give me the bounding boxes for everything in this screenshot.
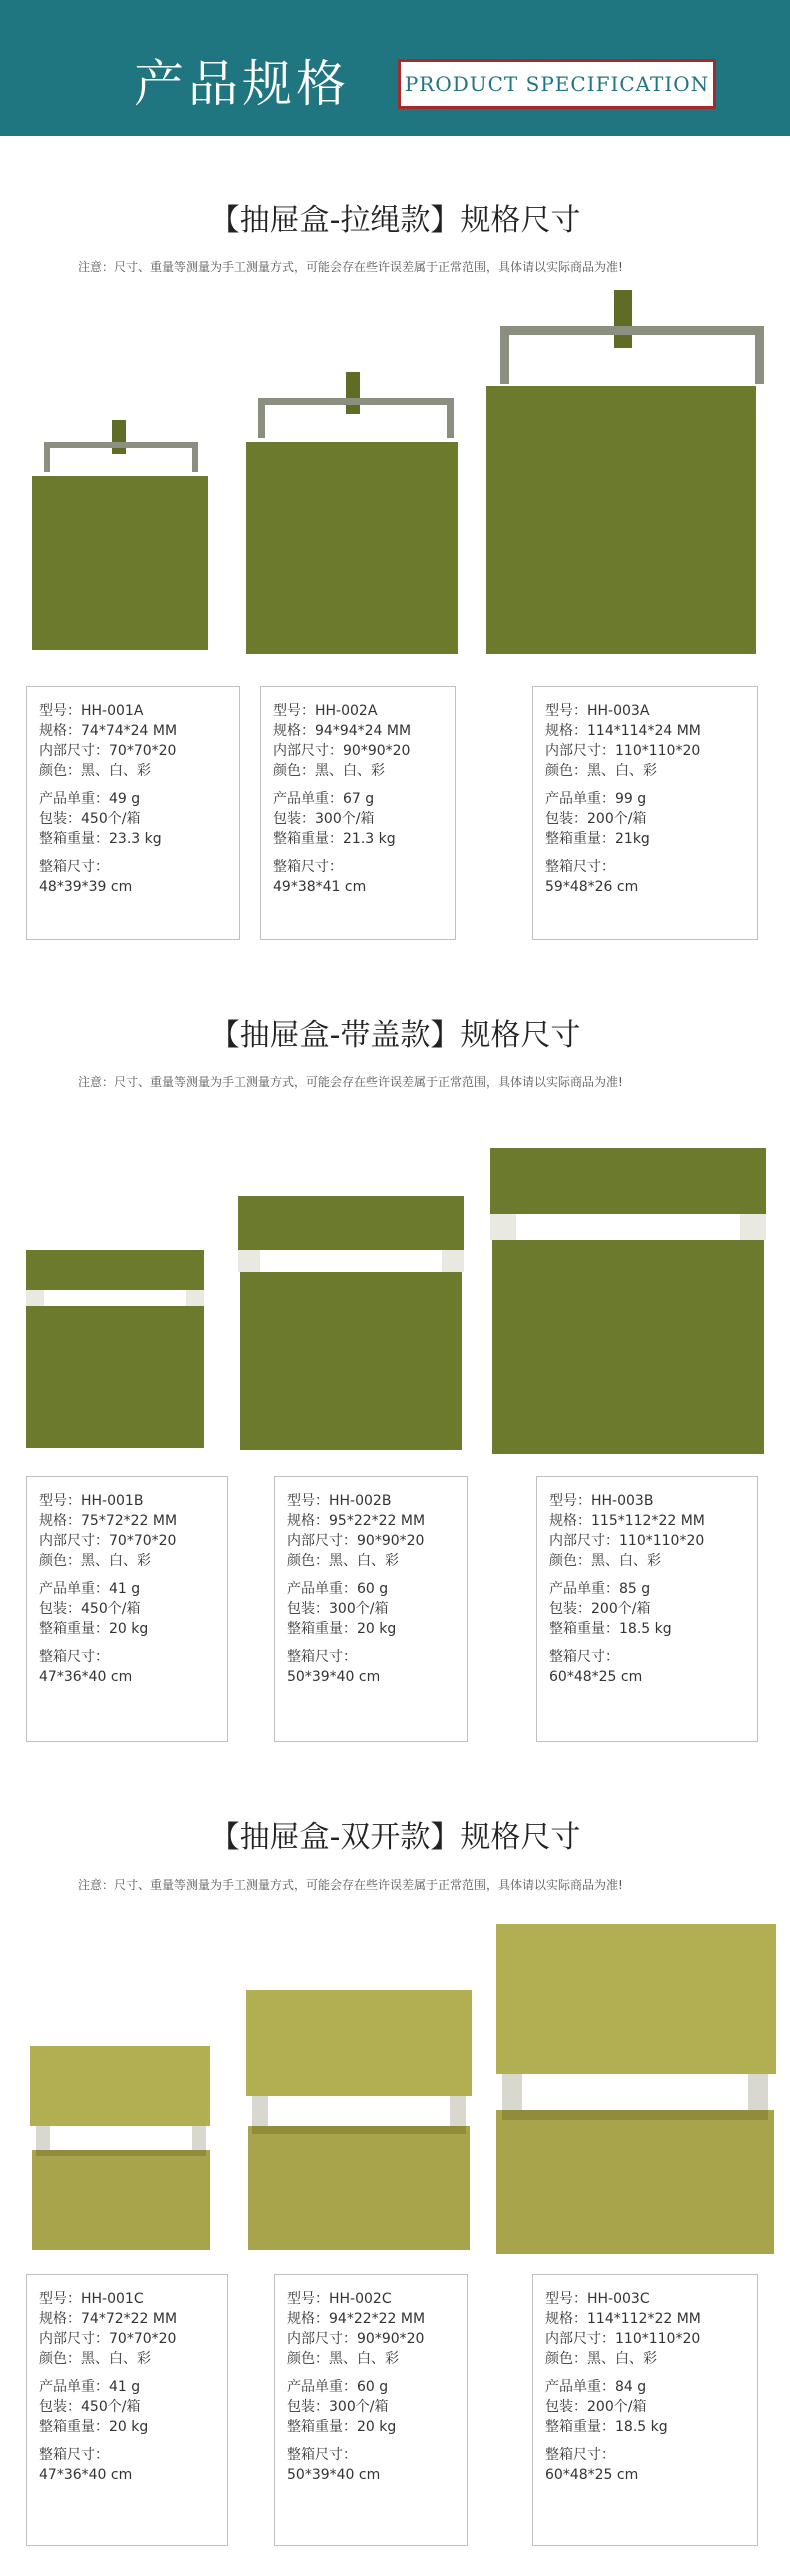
spec-carton: 59*48*26 cm <box>545 879 639 895</box>
spec-weight: 产品单重：49 g <box>39 791 141 807</box>
spec-box-weight: 整箱重量：23.3 kg <box>39 831 162 847</box>
spec-size: 规格：94*94*24 MM <box>273 723 412 739</box>
section-note: 注意：尺寸、重量等测量为手工测量方式，可能会存在些许误差属于正常范围，具体请以实际商品为准! <box>78 260 623 274</box>
spec-color: 颜色：黑、白、彩 <box>287 1553 399 1569</box>
section-title-pull-rope: 【抽屉盒-拉绳款】规格尺寸 <box>209 203 581 238</box>
section-note: 注意：尺寸、重量等测量为手工测量方式，可能会存在些许误差属于正常范围，具体请以实际商品为准! <box>78 1878 623 1892</box>
spec-color: 颜色：黑、白、彩 <box>549 1553 661 1569</box>
spec-carton: 50*39*40 cm <box>287 1669 381 1685</box>
spec-carton-label: 整箱尺寸： <box>273 859 343 875</box>
spec-color: 颜色：黑、白、彩 <box>545 2351 657 2367</box>
spec-weight: 产品单重：60 g <box>287 2379 389 2395</box>
spec-weight: 产品单重：85 g <box>549 1581 651 1597</box>
spec-model: 型号：HH-003A <box>545 703 650 719</box>
section-note: 注意：尺寸、重量等测量为手工测量方式，可能会存在些许误差属于正常范围，具体请以实际商品为准! <box>78 1075 623 1089</box>
spec-box-weight: 整箱重量：20 kg <box>39 2419 149 2435</box>
spec-color: 颜色：黑、白、彩 <box>545 763 657 779</box>
spec-weight: 产品单重：41 g <box>39 1581 141 1597</box>
spec-size: 规格：95*22*22 MM <box>287 1513 426 1529</box>
spec-carton: 48*39*39 cm <box>39 879 133 895</box>
spec-size: 规格：75*72*22 MM <box>39 1513 178 1529</box>
spec-inner: 内部尺寸：90*90*20 <box>287 1533 425 1549</box>
spec-card-hh-002b <box>274 1476 468 1742</box>
spec-pack: 包装：450个/箱 <box>39 811 141 827</box>
spec-carton: 47*36*40 cm <box>39 1669 133 1685</box>
spec-model: 型号：HH-003C <box>545 2291 650 2307</box>
spec-size: 规格：74*72*22 MM <box>39 2311 178 2327</box>
spec-card-hh-003a <box>532 686 758 940</box>
spec-carton: 47*36*40 cm <box>39 2467 133 2483</box>
spec-carton: 49*38*41 cm <box>273 879 367 895</box>
spec-card-hh-002c <box>274 2274 468 2546</box>
spec-inner: 内部尺寸：90*90*20 <box>273 743 411 759</box>
spec-model: 型号：HH-002C <box>287 2291 392 2307</box>
spec-pack: 包装：200个/箱 <box>549 1601 651 1617</box>
spec-model: 型号：HH-001A <box>39 703 144 719</box>
spec-model: 型号：HH-003B <box>549 1493 654 1509</box>
spec-box-weight: 整箱重量：21.3 kg <box>273 831 396 847</box>
spec-pack: 包装：450个/箱 <box>39 2399 141 2415</box>
spec-carton: 50*39*40 cm <box>287 2467 381 2483</box>
spec-carton-label: 整箱尺寸： <box>545 2447 615 2463</box>
spec-color: 颜色：黑、白、彩 <box>39 1553 151 1569</box>
spec-carton-label: 整箱尺寸： <box>549 1649 619 1665</box>
spec-weight: 产品单重：41 g <box>39 2379 141 2395</box>
spec-carton: 60*48*25 cm <box>545 2467 639 2483</box>
spec-size: 规格：114*114*24 MM <box>545 723 701 739</box>
spec-pack: 包装：300个/箱 <box>287 1601 389 1617</box>
spec-weight: 产品单重：67 g <box>273 791 375 807</box>
header-banner <box>0 0 790 136</box>
spec-pack: 包装：300个/箱 <box>287 2399 389 2415</box>
spec-carton-label: 整箱尺寸： <box>39 859 109 875</box>
spec-carton-label: 整箱尺寸： <box>545 859 615 875</box>
spec-box-weight: 整箱重量：20 kg <box>287 2419 397 2435</box>
spec-carton-label: 整箱尺寸： <box>39 1649 109 1665</box>
spec-model: 型号：HH-001B <box>39 1493 144 1509</box>
spec-weight: 产品单重：99 g <box>545 791 647 807</box>
spec-box-weight: 整箱重量：18.5 kg <box>545 2419 668 2435</box>
banner-subtitle: PRODUCT SPECIFICATION <box>398 59 716 109</box>
spec-color: 颜色：黑、白、彩 <box>287 2351 399 2367</box>
spec-card-hh-001b <box>26 1476 228 1742</box>
spec-pack: 包装：300个/箱 <box>273 811 375 827</box>
spec-card-hh-003b <box>536 1476 758 1742</box>
spec-inner: 内部尺寸：70*70*20 <box>39 1533 177 1549</box>
spec-carton-label: 整箱尺寸： <box>39 2447 109 2463</box>
spec-size: 规格：94*22*22 MM <box>287 2311 426 2327</box>
spec-inner: 内部尺寸：110*110*20 <box>545 743 701 759</box>
spec-model: 型号：HH-001C <box>39 2291 144 2307</box>
spec-model: 型号：HH-002B <box>287 1493 392 1509</box>
section-title-double-open: 【抽屉盒-双开款】规格尺寸 <box>209 1820 581 1855</box>
spec-card-hh-001a <box>26 686 240 940</box>
spec-pack: 包装：200个/箱 <box>545 811 647 827</box>
spec-inner: 内部尺寸：110*110*20 <box>545 2331 701 2347</box>
spec-size: 规格：114*112*22 MM <box>545 2311 701 2327</box>
spec-carton-label: 整箱尺寸： <box>287 1649 357 1665</box>
spec-card-hh-001c <box>26 2274 228 2546</box>
spec-pack: 包装：450个/箱 <box>39 1601 141 1617</box>
spec-box-weight: 整箱重量：21kg <box>545 831 650 847</box>
spec-box-weight: 整箱重量：18.5 kg <box>549 1621 672 1637</box>
spec-color: 颜色：黑、白、彩 <box>39 763 151 779</box>
spec-inner: 内部尺寸：70*70*20 <box>39 2331 177 2347</box>
spec-weight: 产品单重：84 g <box>545 2379 647 2395</box>
spec-inner: 内部尺寸：110*110*20 <box>549 1533 705 1549</box>
spec-carton-label: 整箱尺寸： <box>287 2447 357 2463</box>
spec-card-hh-003c <box>532 2274 758 2546</box>
spec-model: 型号：HH-002A <box>273 703 378 719</box>
banner-title: 产品规格 <box>134 55 350 113</box>
spec-size: 规格：74*74*24 MM <box>39 723 178 739</box>
section-title-lid: 【抽屉盒-带盖款】规格尺寸 <box>209 1018 581 1053</box>
spec-color: 颜色：黑、白、彩 <box>273 763 385 779</box>
spec-card-hh-002a <box>260 686 456 940</box>
spec-box-weight: 整箱重量：20 kg <box>39 1621 149 1637</box>
spec-carton: 60*48*25 cm <box>549 1669 643 1685</box>
spec-inner: 内部尺寸：70*70*20 <box>39 743 177 759</box>
spec-weight: 产品单重：60 g <box>287 1581 389 1597</box>
spec-color: 颜色：黑、白、彩 <box>39 2351 151 2367</box>
spec-pack: 包装：200个/箱 <box>545 2399 647 2415</box>
spec-size: 规格：115*112*22 MM <box>549 1513 705 1529</box>
spec-inner: 内部尺寸：90*90*20 <box>287 2331 425 2347</box>
spec-box-weight: 整箱重量：20 kg <box>287 1621 397 1637</box>
